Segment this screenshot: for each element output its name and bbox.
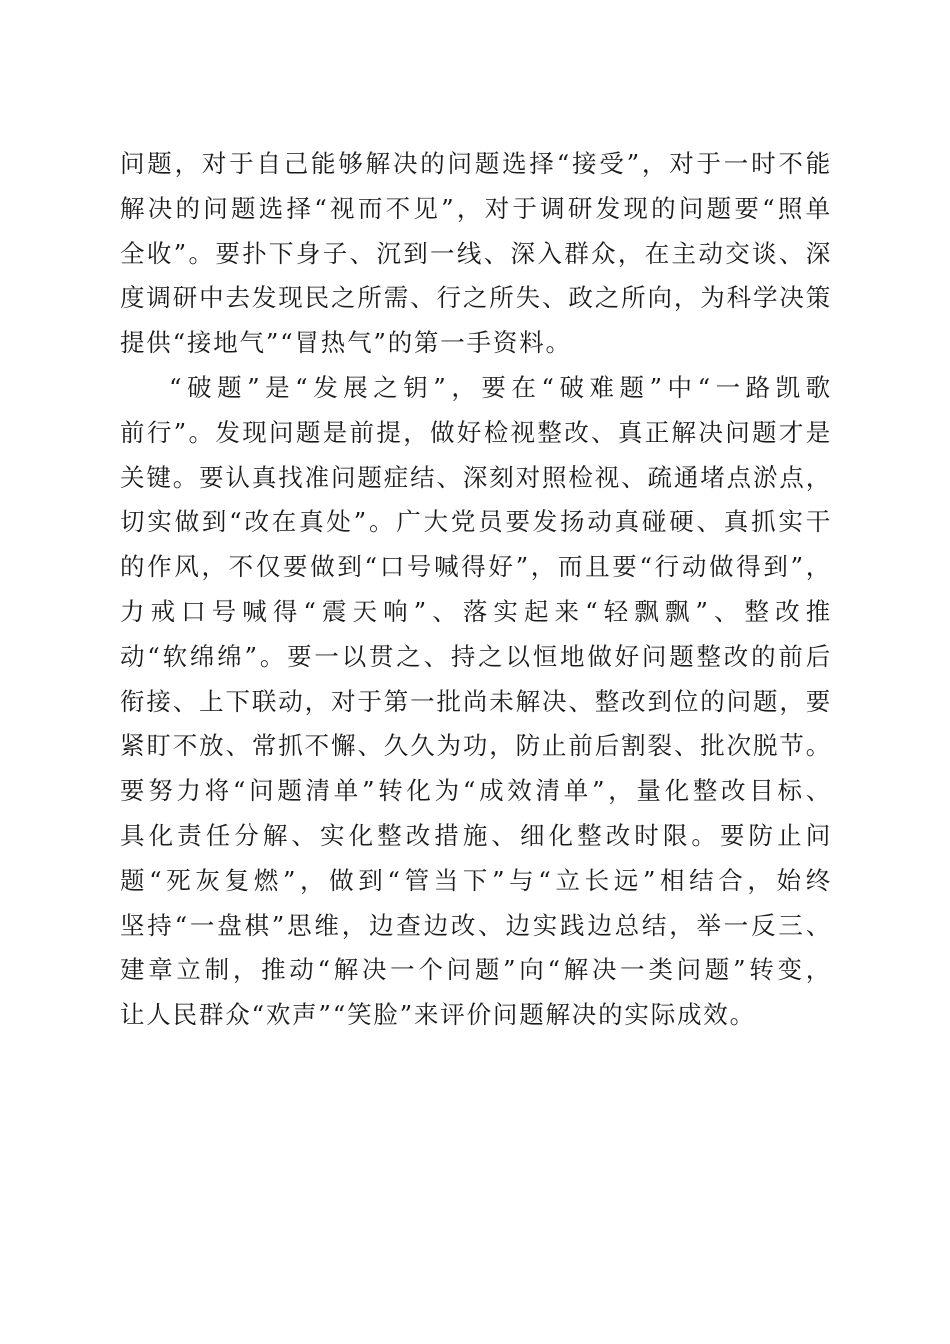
text-line: 全收”。要扑下身子、沉到一线、深入群众，在主动交谈、深 bbox=[120, 238, 832, 268]
text-line: 问题，对于自己能够解决的问题选择“接受”，对于一时不能 bbox=[120, 149, 832, 178]
text-line: 切实做到“改在真处”。广大党员要发扬动真碰硬、真抓实干 bbox=[120, 507, 832, 537]
paragraph-1 bbox=[120, 142, 832, 366]
text-line: 具化责任分解、实化整改措施、细化整改时限。要防止问 bbox=[120, 820, 832, 850]
text-line: 度调研中去发现民之所需、行之所失、政之所向，为科学决策 bbox=[120, 283, 832, 313]
text-line: 建章立制，推动“解决一个问题”向“解决一类问题”转变， bbox=[120, 955, 832, 985]
text-line: 紧盯不放、常抓不懈、久久为功，防止前后割裂、批次脱节。 bbox=[120, 731, 832, 761]
text-line: 的作风，不仅要做到“口号喊得好”，而且要“行动做得到”， bbox=[120, 552, 832, 582]
text-line: 要努力将“问题清单”转化为“成效清单”，量化整改目标、 bbox=[120, 776, 832, 806]
text-line: 衔接、上下联动，对于第一批尚未解决、整改到位的问题，要 bbox=[120, 686, 832, 716]
body-text bbox=[120, 142, 832, 1038]
text-line: 动“软绵绵”。要一以贯之、持之以恒地做好问题整改的前后 bbox=[120, 641, 832, 671]
text-line: 题“死灰复燃”，做到“管当下”与“立长远”相结合，始终 bbox=[120, 865, 832, 895]
text-line: 解决的问题选择“视而不见”，对于调研发现的问题要“照单 bbox=[120, 193, 832, 223]
text-line: 提供“接地气”“冒热气”的第一手资料。 bbox=[120, 328, 572, 358]
paragraph-2 bbox=[120, 366, 832, 1038]
text-line: 关键。要认真找准问题症结、深刻对照检视、疏通堵点淤点， bbox=[120, 462, 832, 492]
text-line: 前行”。发现问题是前提，做好检视整改、真正解决问题才是 bbox=[120, 417, 832, 447]
text-line: 让人民群众“欢声”“笑脸”来评价问题解决的实际成效。 bbox=[120, 1000, 756, 1030]
text-line: 力戒口号喊得“震天响”、落实起来“轻飘飘”、整改推 bbox=[120, 596, 832, 626]
text-line: “破题”是“发展之钥”，要在“破难题”中“一路凯歌 bbox=[169, 372, 832, 402]
text-line: 坚持“一盘棋”思维，边查边改、边实践边总结，举一反三、 bbox=[120, 910, 832, 940]
